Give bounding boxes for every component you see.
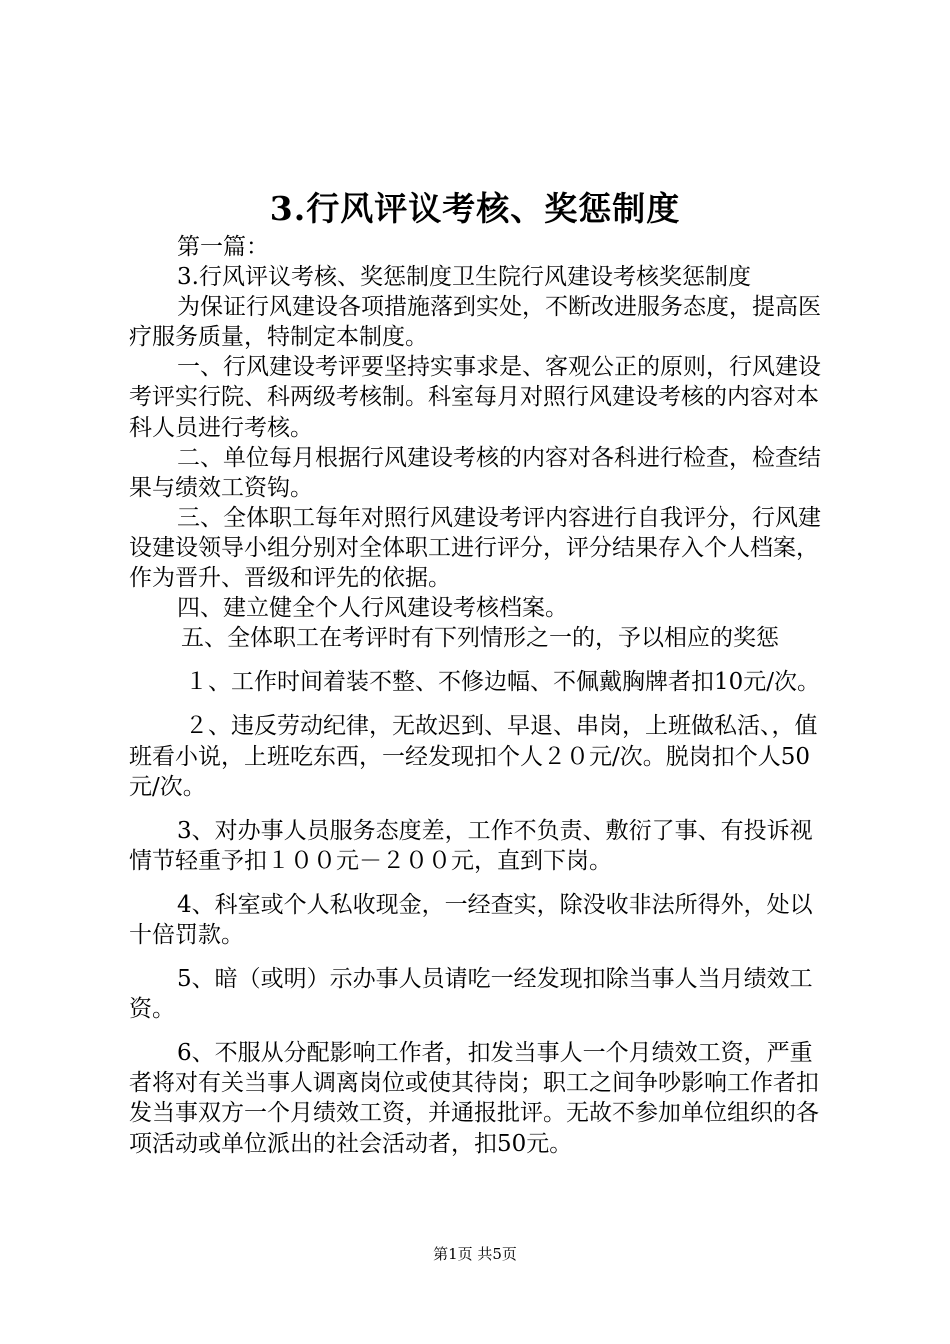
paragraph-section-label: 第一篇：: [177, 234, 269, 260]
paragraph-rule-2: 二、单位每月根据行风建设考核的内容对各科进行检查，检查结果与绩效工资钩。: [129, 444, 821, 501]
paragraph-item-5: 5、暗（或明）示办事人员请吃一经发现扣除当事人当月绩效工资。: [129, 966, 813, 1023]
paragraph-intro: 为保证行风建设各项措施落到实处，不断改进服务态度，提高医疗服务质量，特制定本制度。: [129, 294, 821, 351]
paragraph-item-3: 3、对办事人员服务态度差，工作不负责、敷衍了事、有投诉视情节轻重予扣１００元－２００元，直到下岗。: [129, 817, 813, 874]
paragraph-item-1: １、工作时间着装不整、不修边幅、不佩戴胸牌者扣10元/次。: [185, 669, 821, 696]
paragraph-subtitle: 3.行风评议考核、奖惩制度卫生院行风建设考核奖惩制度: [177, 264, 751, 291]
document-title: 3.行风评议考核、奖惩制度: [269, 189, 681, 228]
paragraph-rule-3: 三、全体职工每年对照行风建设考评内容进行自我评分，行风建设建设领导小组分别对全体职工进行评分，评分结果存入个人档案，作为晋升、晋级和评先的依据。: [129, 504, 821, 592]
paragraph-item-6: 6、不服从分配影响工作者，扣发当事人一个月绩效工资，严重者将对有关当事人调离岗位或使其待岗；职工之间争吵影响工作者扣发当事双方一个月绩效工资，并通报批评。无故不参加单位组织的各项活动或单位派出的社会活动者，扣50元。: [129, 1040, 819, 1157]
paragraph-item-4: 4、科室或个人私收现金，一经查实，除没收非法所得外，处以十倍罚款。: [129, 891, 813, 948]
paragraph-rule-4: 四、建立健全个人行风建设考核档案。: [177, 595, 568, 622]
paragraph-rule-1: 一、行风建设考评要坚持实事求是、客观公正的原则，行风建设考评实行院、科两级考核制。科室每月对照行风建设考核的内容对本科人员进行考核。: [129, 354, 821, 441]
page-number-footer: 第1页 共5页: [433, 1245, 517, 1263]
paragraph-item-2: ２、违反劳动纪律，无故迟到、早退、串岗，上班做私活、，值班看小说，上班吃东西，一经发现扣个人２０元/次。脱岗扣个人50元/次。: [129, 713, 818, 800]
document-body: [129, 232, 835, 1159]
paragraph-rule-5: 五、全体职工在考评时有下列情形之一的，予以相应的奖惩: [181, 625, 779, 652]
